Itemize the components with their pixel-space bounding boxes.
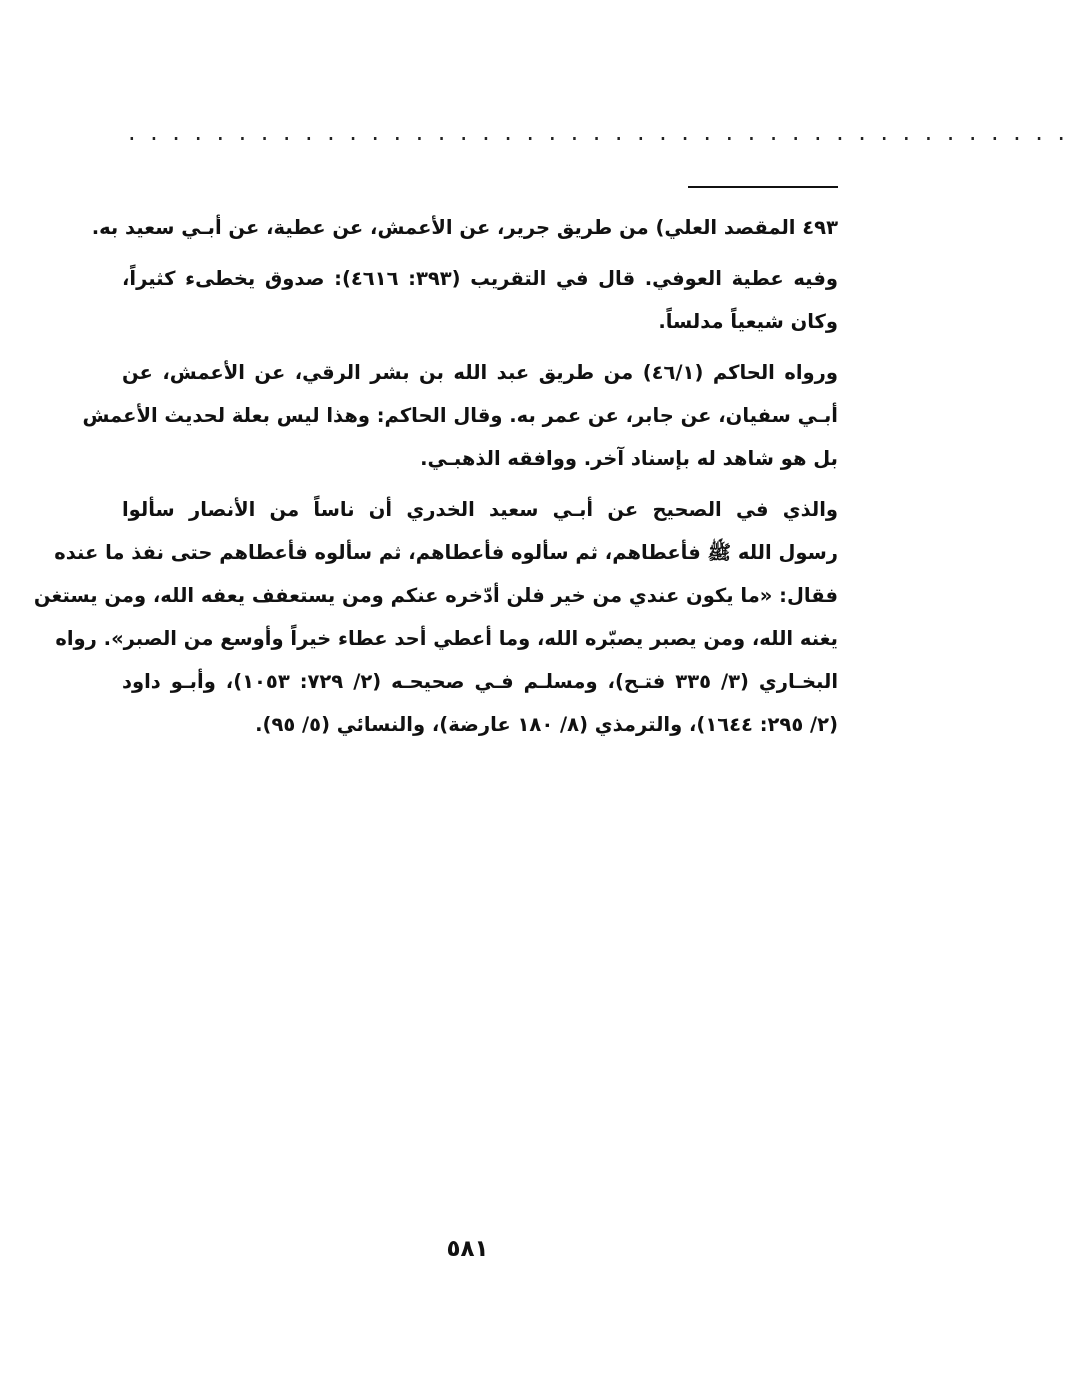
text-line: ٤٩٣ المقصد العلي) من طريق جرير، عن الأعمش، عن عطية، عن أبـي سعيد به. (91, 216, 838, 239)
footnote-continuation (91, 206, 838, 249)
text-line: وفيه عطية العوفي. قال في التقريب (٣٩٣: ٤٦١٦): صدوق يخطىء كثيراً، (122, 267, 838, 290)
text-line: أبـي سفيان، عن جابر، عن عمر به. وقال الحاكم: وهذا ليس بعلة لحديث الأعمش (82, 404, 838, 427)
dotted-separator: ........................................... (128, 118, 1080, 146)
text-line: فقال: «ما يكون عندي من خير فلن أدّخره عنكم ومن يستعفف يعفه الله، ومن يستغن (33, 584, 838, 607)
text-line: ورواه الحاكم (٤٦/١) من طريق عبد الله بن بشر الرقي، عن الأعمش، عن (122, 361, 838, 384)
text-line: (٢/ ٢٩٥: ١٦٤٤)، والترمذي (٨/ ١٨٠ عارضة)، والنسائي (٥/ ٩٥). (255, 713, 838, 736)
paragraph-hakim-narration (82, 351, 838, 480)
text-line: بل هو شاهد له بإسناد آخر. ووافقه الذهبـي. (420, 447, 838, 470)
page-body (33, 206, 839, 746)
text-line: يغنه الله، ومن يصبر يصبّره الله، وما أعطي أحد عطاء خيراً وأوسع من الصبر». رواه (55, 627, 838, 650)
paragraph-narrator-note (122, 257, 838, 343)
footnote-rule (688, 186, 838, 188)
text-line: البخـاري (٣/ ٣٣٥ فتـح)، ومسلـم فـي صحيحـه (٢/ ٧٢٩: ١٠٥٣)، وأبـو داود (122, 670, 839, 693)
paragraph-sahih-hadith (33, 488, 839, 746)
text-line: رسول الله ﷺ فأعطاهم، ثم سألوه فأعطاهم، ثم سألوه فأعطاهم حتى نفذ ما عنده (54, 541, 838, 564)
text-line: والذي في الصحيح عن أبـي سعيد الخدري أن ناساً من الأنصار سألوا (122, 498, 838, 521)
text-line: وكان شيعياً مدلساً. (658, 310, 838, 333)
page-number: ٥٨١ (446, 1236, 489, 1262)
